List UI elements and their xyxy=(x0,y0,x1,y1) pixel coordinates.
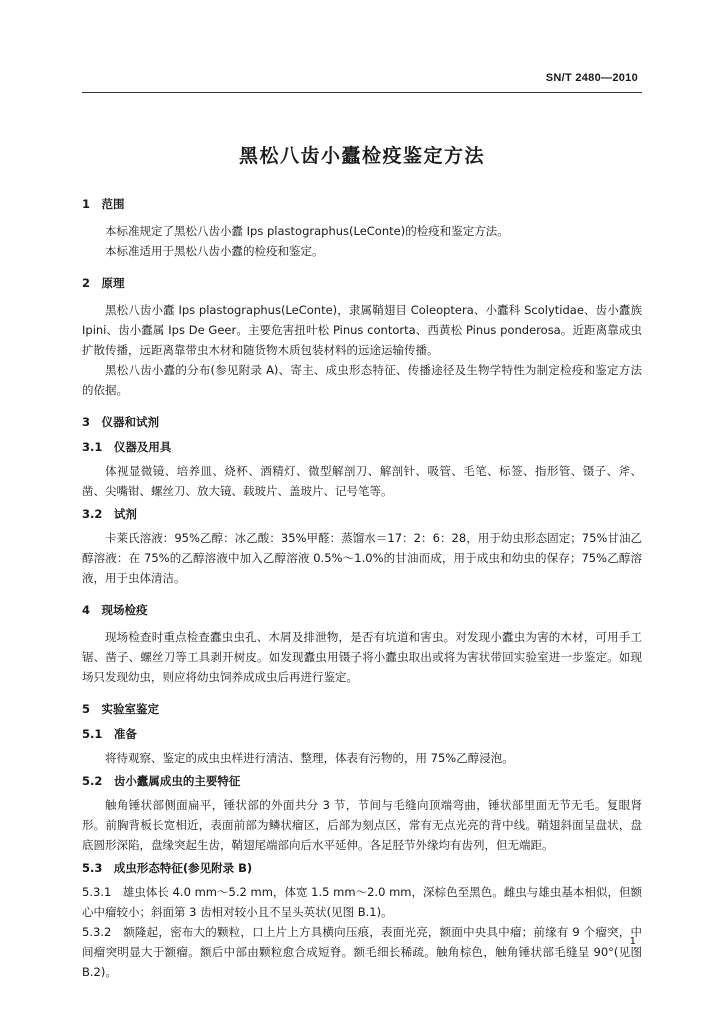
section-5-2-paragraph: 触角锤状部侧面扁平，锤状部的外面共分 3 节，节间与毛缝向顶端弯曲，锤状部里面无节无毛。复眼肾形。前胸背板长宽相近，表面前部为鳞状瘤区，后部为刻点区，常有无点光亮的背中线。鞘翅斜面呈盘状，盘底圆形深陷，盘缘突起生齿，鞘翅尾端部向后水平延伸。各足胫节外缘均有齿列，但无端距。 xyxy=(82,798,642,852)
section-5-3-heading: 5.3 成虫形态特征(参见附录 B) xyxy=(82,861,253,875)
section-2-paragraph-2: 黑松八齿小蠹的分布(参见附录 A)、寄主、成虫形态特征、传播途径及生物学特性为制定检疫和鉴定方法的依据。 xyxy=(82,363,642,397)
section-1-paragraph-1: 本标准规定了黑松八齿小蠹 Ips plastographus(LeConte)的检疫和鉴定方法。 xyxy=(105,224,509,238)
section-5-3-1-paragraph: 5.3.1 雄虫体长 4.0 mm～5.2 mm，体宽 1.5 mm～2.0 mm，深棕色至黑色。雌虫与雄虫基本相似，但额心中瘤较小；斜面第 3 齿相对较小且不呈头英状(见图 B.1)。 xyxy=(82,885,642,919)
section-1-heading: 1 范围 xyxy=(82,197,125,211)
section-2-paragraph-1: 黑松八齿小蠹 Ips plastographus(LeConte)，隶属鞘翅目 Coleoptera、小蠹科 Scolytidae、齿小蠹族 Ipini、齿小蠹属 Ips De Geer。主要危害扭叶松 Pinus contorta、西黄松 Pinus ponderosa。近距离靠成虫扩散传播，远距离靠带虫木材和随货物木质包装材料的远途运输传播。 xyxy=(82,303,642,357)
header-rule xyxy=(82,92,642,93)
section-3-2-paragraph: 卡莱氏溶液：95%乙醇：冰乙酸：35%甲醛：蒸馏水＝17：2：6：28，用于幼虫形态固定；75%甘油乙醇溶液：在 75%的乙醇溶液中加入乙醇溶液 0.5%～1.0%的甘油而成，用于成虫和幼虫的保存；75%乙醇溶液，用于虫体清洁。 xyxy=(82,531,642,585)
section-3-heading: 3 仪器和试剂 xyxy=(82,415,160,429)
section-3-1-heading: 3.1 仪器及用具 xyxy=(82,440,172,454)
section-5-heading: 5 实验室鉴定 xyxy=(82,702,160,716)
standard-number: SN/T 2480—2010 xyxy=(545,72,638,84)
section-1-paragraph-2: 本标准适用于黑松八齿小蠹的检疫和鉴定。 xyxy=(105,244,324,258)
section-3-1-paragraph: 体视显微镜、培养皿、烧杯、酒精灯、微型解剖刀、解剖针、吸管、毛笔、标签、指形管、镊子、斧、凿、尖嘴钳、螺丝刀、放大镜、载玻片、盖玻片、记号笔等。 xyxy=(82,464,642,498)
section-4-heading: 4 现场检疫 xyxy=(82,603,148,617)
section-5-1-heading: 5.1 准备 xyxy=(82,727,137,741)
page-number: 1 xyxy=(629,936,636,947)
document-body xyxy=(82,196,642,982)
document-title: 黑松八齿小蠹检疫鉴定方法 xyxy=(238,145,485,167)
section-5-3-2-paragraph: 5.3.2 额隆起，密布大的颗粒，口上片上方具横向压痕，表面光亮，额面中央具中瘤；前缘有 9 个瘤突，中间瘤突明显大于额瘤。额后中部由颗粒愈合成短脊。额毛细长稀疏。触角棕色，触角锤状部毛缝呈 90°(见图 B.2)。 xyxy=(82,925,642,979)
section-3-2-heading: 3.2 试剂 xyxy=(82,507,137,521)
section-2-heading: 2 原理 xyxy=(82,276,125,290)
section-4-paragraph: 现场检查时重点检查蠹虫虫孔、木屑及排泄物，是否有坑道和害虫。对发现小蠹虫为害的木材，可用手工锯、凿子、螺丝刀等工具剥开树皮。如发现蠹虫用镊子将小蠹虫取出或将为害状带回实验室进一步鉴定。如现场只发现幼虫，则应将幼虫饲养成成虫后再进行鉴定。 xyxy=(82,630,642,684)
section-5-2-heading: 5.2 齿小蠹属成虫的主要特征 xyxy=(82,774,241,788)
section-5-1-paragraph: 将待观察、鉴定的成虫虫样进行清洁、整理，体表有污物的，用 75%乙醇浸泡。 xyxy=(105,751,514,765)
